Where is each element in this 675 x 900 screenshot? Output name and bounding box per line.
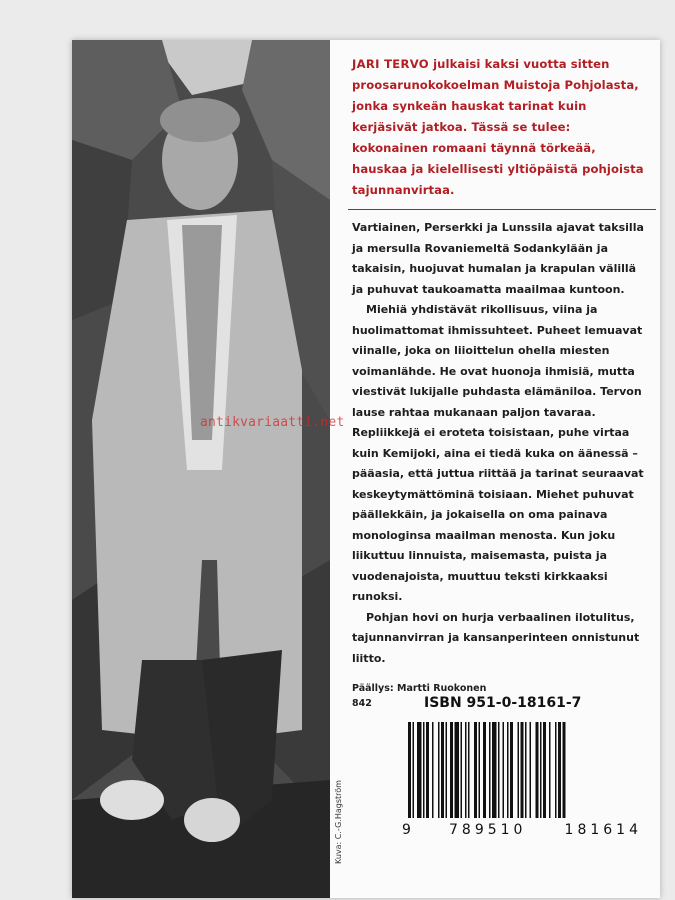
barcode-bar: [507, 722, 509, 818]
barcode-bar: [450, 722, 453, 818]
barcode-bar: [510, 722, 513, 818]
barcode-bar: [543, 722, 546, 818]
barcode-bar: [555, 722, 557, 818]
barcode-bar: [483, 722, 486, 818]
barcode-bar: [536, 722, 539, 818]
barcode-bar: [432, 722, 434, 818]
cover-designer: Päällys: Martti Ruokonen: [352, 683, 487, 694]
barcode-bar: [455, 722, 460, 818]
barcode-bar: [525, 722, 527, 818]
barcode-bar: [468, 722, 470, 818]
barcode-bar: [441, 722, 444, 818]
barcode-digit-group-2: 181614: [564, 822, 642, 838]
barcode-bar: [521, 722, 524, 818]
barcode-digits: [402, 822, 642, 838]
barcode-bar: [446, 722, 448, 818]
watermark: antikvariaatti.net: [200, 415, 345, 430]
barcode-bar: [558, 722, 561, 818]
lead-text: julkaisi kaksi vuotta sitten proosarunokokoelman Muistoja Pohjolasta, jonka synkeän hauskat tarinat kuin kerjäsivät jatkoa. Tässä se tulee: kokonainen romaani täynnä törkeää, hauskaa ja kielellisesti yltiöpäistä pohjoista tajunnanvirtaa.: [352, 57, 644, 197]
barcode-bar: [549, 722, 551, 818]
paragraph-3: Pohjan hovi on hurja verbaalinen ilotulitus, tajunnanvirran ja kansanperinteen onnistunut liitto.: [352, 610, 640, 665]
barcode-bar: [474, 722, 477, 818]
barcode-bar: [489, 722, 491, 818]
text-column: [352, 54, 648, 711]
barcode-bar: [518, 722, 520, 818]
barcode-digit-group-1: 789510: [449, 822, 527, 838]
barcode-bar: [530, 722, 532, 818]
barcode-digit-prefix: 9: [402, 822, 411, 838]
barcode-bar: [479, 722, 481, 818]
barcode-bar: [413, 722, 415, 818]
barcode-bar: [465, 722, 467, 818]
photo-credit: Kuva: C.-G.Hagström: [334, 780, 343, 864]
barcode: [402, 722, 642, 818]
paragraph-1: Vartiainen, Perserkki ja Lunssila ajavat taksilla ja mersulla Rovaniemeltä Sodankylään ja takaisin, huojuvat humalan ja krapulan välillä ja puhuvat taukoamatta maailmaa kuntoon.: [352, 221, 644, 296]
author-name: JARI TERVO: [352, 57, 429, 71]
barcode-bar: [423, 722, 425, 818]
barcode-bar: [563, 722, 566, 818]
barcode-bar: [540, 722, 542, 818]
author-photo: [72, 40, 330, 898]
barcode-bar: [492, 722, 497, 818]
divider: [348, 209, 656, 210]
author-photo-illustration: [72, 40, 330, 898]
product-code: 842: [352, 698, 372, 709]
barcode-bar: [408, 722, 411, 818]
lead-paragraph: [352, 54, 648, 201]
barcode-bar: [461, 722, 463, 818]
paragraph-2: Miehiä yhdistävät rikollisuus, viina ja huolimattomat ihmissuhteet. Puheet lemuavat viinalle, joka on liioittelun ohella miesten voimanlähde. He ovat huonoja ihmisiä, mutta viestivät lukijalle puhdasta elämäniloa. Tervon lause rahtaa mukanaan paljon tavaraa. Repliikkejä ei eroteta toisistaan, puhe virtaa kuin Kemijoki, aina ei tiedä kuka on äänessä – pääasia, että juttua riittää ja tarinat seuraavat keskeytymättöminä toisiaan. Miehet puhuvat päällekkäin, ja jokaisella on oma painava monologinsa maailman menosta. Kun joku liikuttuu linnuista, maisemasta, puista ja vuodenajoista, muuttuu teksti kirkkaaksi runoksi.: [352, 303, 644, 603]
barcode-bar: [503, 722, 505, 818]
barcode-bar: [417, 722, 422, 818]
book-back-cover: [72, 40, 660, 898]
barcode-bar: [438, 722, 440, 818]
barcode-bar: [426, 722, 429, 818]
barcode-bar: [498, 722, 500, 818]
isbn-label: ISBN 951-0-18161-7: [424, 695, 582, 711]
description: [352, 218, 648, 669]
